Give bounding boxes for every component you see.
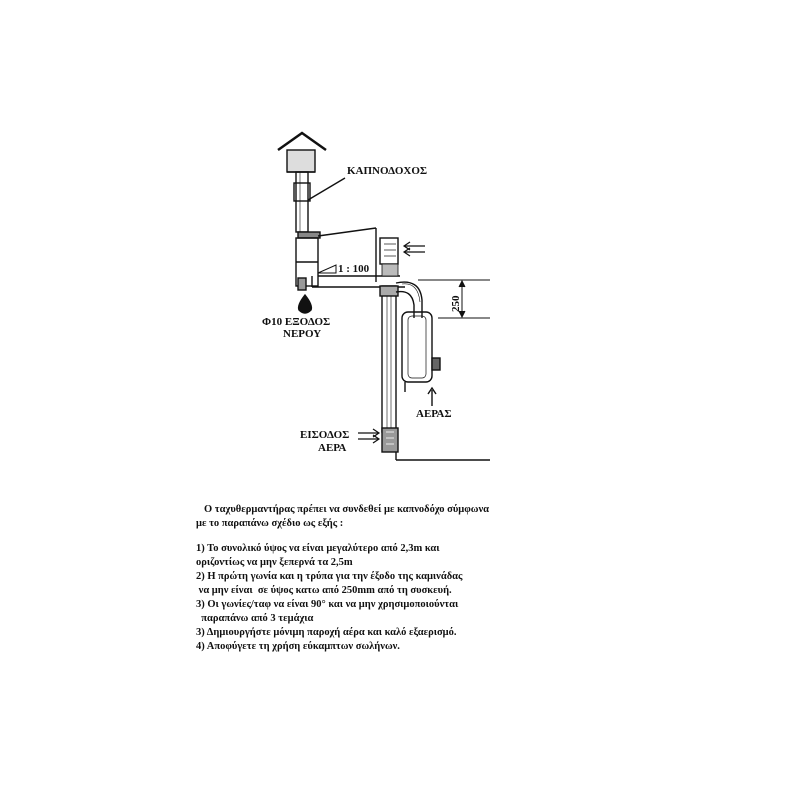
item-4-line: 3) Δημιουργήστε μόνιμη παροχή αέρα και καλό εξαερισμό. — [196, 627, 457, 638]
slope-label: 1 : 100 — [338, 263, 370, 275]
chimney-label: ΚΑΠΝΟΔΟΧΟΣ — [347, 165, 428, 177]
floor-line — [396, 432, 490, 460]
air-inlet-box — [382, 428, 398, 452]
item-1-line-1: 1) Το συνολικό ύψος να είναι μεγαλύτερο από 2,3m και — [196, 543, 440, 554]
water-outlet-label-2: ΝΕΡΟΥ — [283, 328, 322, 340]
air-inlet-label-2: ΑΕΡΑ — [318, 442, 347, 454]
concentric-flue — [380, 286, 398, 432]
tee-fitting — [296, 238, 318, 290]
spacer — [196, 531, 616, 542]
air-arrow — [428, 388, 436, 406]
item-2-line-1: 2) Η πρώτη γωνία και η τρύπα για την έξοδο της καμινάδας — [196, 571, 463, 582]
vent-arrows — [404, 242, 425, 256]
item-3-line-1: 3) Οι γωνίες/ταφ να είναι 90° και να μην χρησιμοποιούνται — [196, 599, 459, 610]
air-label: ΑΕΡΑΣ — [416, 408, 452, 420]
chimney-leader-line — [308, 178, 345, 200]
water-outlet-label-1: Φ10 ΕΞΟΔΟΣ — [262, 316, 331, 328]
item-3-line-2: παραπάνω από 3 τεμάχια — [196, 613, 314, 624]
item-5-line: 4) Αποφύγετε τη χρήση εύκαμπτων σωλήνων. — [196, 641, 400, 652]
wall-vent — [380, 238, 398, 276]
air-inlet-label-1: ΕΙΣΟΔΟΣ — [300, 429, 350, 441]
height-label: 250 — [450, 295, 462, 312]
item-1-line-2: οριζοντίως να μην ξεπερνά τα 2,5m — [196, 557, 353, 568]
chimney-cap — [278, 133, 326, 172]
water-heater — [402, 312, 440, 392]
intro-line-1: Ο ταχυθερμαντήρας πρέπει να συνδεθεί με καπνοδόχο σύμφωνα — [204, 504, 490, 515]
chimney-pipe — [294, 172, 320, 238]
water-drop-icon — [299, 295, 312, 313]
slope-triangle — [318, 265, 336, 273]
item-2-line-2: να μην είναι σε ύψος κατω από 250mm από τη συσκευή. — [196, 585, 452, 596]
intro-line-2: με το παραπάνω σχέδιο ως εξής : — [196, 518, 344, 529]
instructions-text — [196, 503, 616, 654]
air-inlet-arrows — [358, 429, 379, 443]
